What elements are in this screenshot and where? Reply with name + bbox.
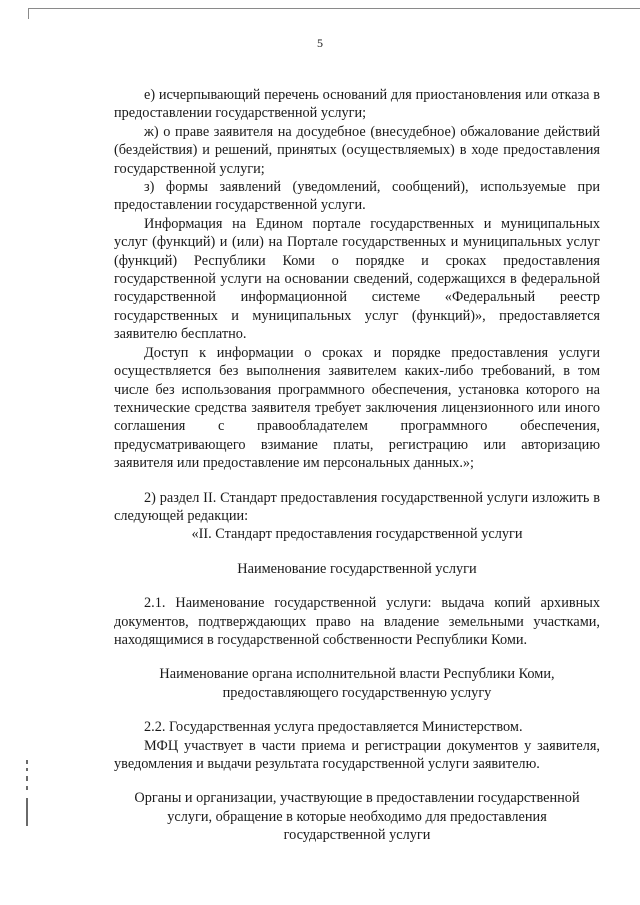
paragraph-mfc: МФЦ участвует в части приема и регистрации документов у заявителя, уведомления и выдачи результата государственной услуги заявителю. [114,737,600,772]
page-number: 5 [317,36,323,50]
list-item-zh: ж) о праве заявителя на досудебное (внесудебное) обжалование действий (бездействия) и решений, принятых (осуществляемых) в ходе предоставления государственной услуги; [114,123,600,177]
subheading-organizations: Органы и организации, участвующие в предоставлении государственной услуги, обращение в которые необходимо для предоставления государственной услуги [134,790,580,844]
document-body [114,86,600,845]
subheading-service-name: Наименование государственной услуги [237,560,477,577]
clause-2-2: 2.2. Государственная услуга предоставляется Министерством. [144,719,523,736]
scan-margin-marks [26,760,29,830]
paragraph-section-ii-intro: 2) раздел II. Стандарт предоставления государственной услуги изложить в следующей редакции: [114,489,600,524]
list-item-e: е) исчерпывающий перечень оснований для приостановления или отказа в предоставлении государственной услуги; [114,87,600,122]
paragraph-access: Доступ к информации о сроках и порядке предоставления услуги осуществляется без выполнения заявителем каких-либо требований, в том числе без использования программного обеспечения, установка которого на технические средства заявителя требует заключения лицензионного или иного соглашения с правообладателем программного обеспечения, предусматривающего взимание платы, регистрацию или авторизацию заявителя или предоставление им персональных данных.»; [114,344,600,472]
clause-2-1: 2.1. Наименование государственной услуги: выдача копий архивных документов, подтверждающих право на владение земельными участками, находящимися в государственной собственности Республики Коми. [114,595,600,648]
subheading-authority: Наименование органа исполнительной власти Республики Коми, предоставляющего государственную услугу [159,666,555,701]
list-item-z: з) формы заявлений (уведомлений, сообщений), используемые при предоставлении государственной услуги. [114,179,600,214]
page-border-corner [28,8,640,19]
paragraph-portal-info: Информация на Едином портале государственных и муниципальных услуг (функций) и (или) на Портале государственных и муниципальных услуг (функций) Республики Коми о порядке и сроках предоставления государственной услуги на основании сведений, содержащихся в федеральной государственной информационной системе «Федеральный реестр государственных и муниципальных услуг (функций)», предоставляется заявителю бесплатно. [114,215,600,343]
section-title: «II. Стандарт предоставления государственной услуги [191,526,523,543]
